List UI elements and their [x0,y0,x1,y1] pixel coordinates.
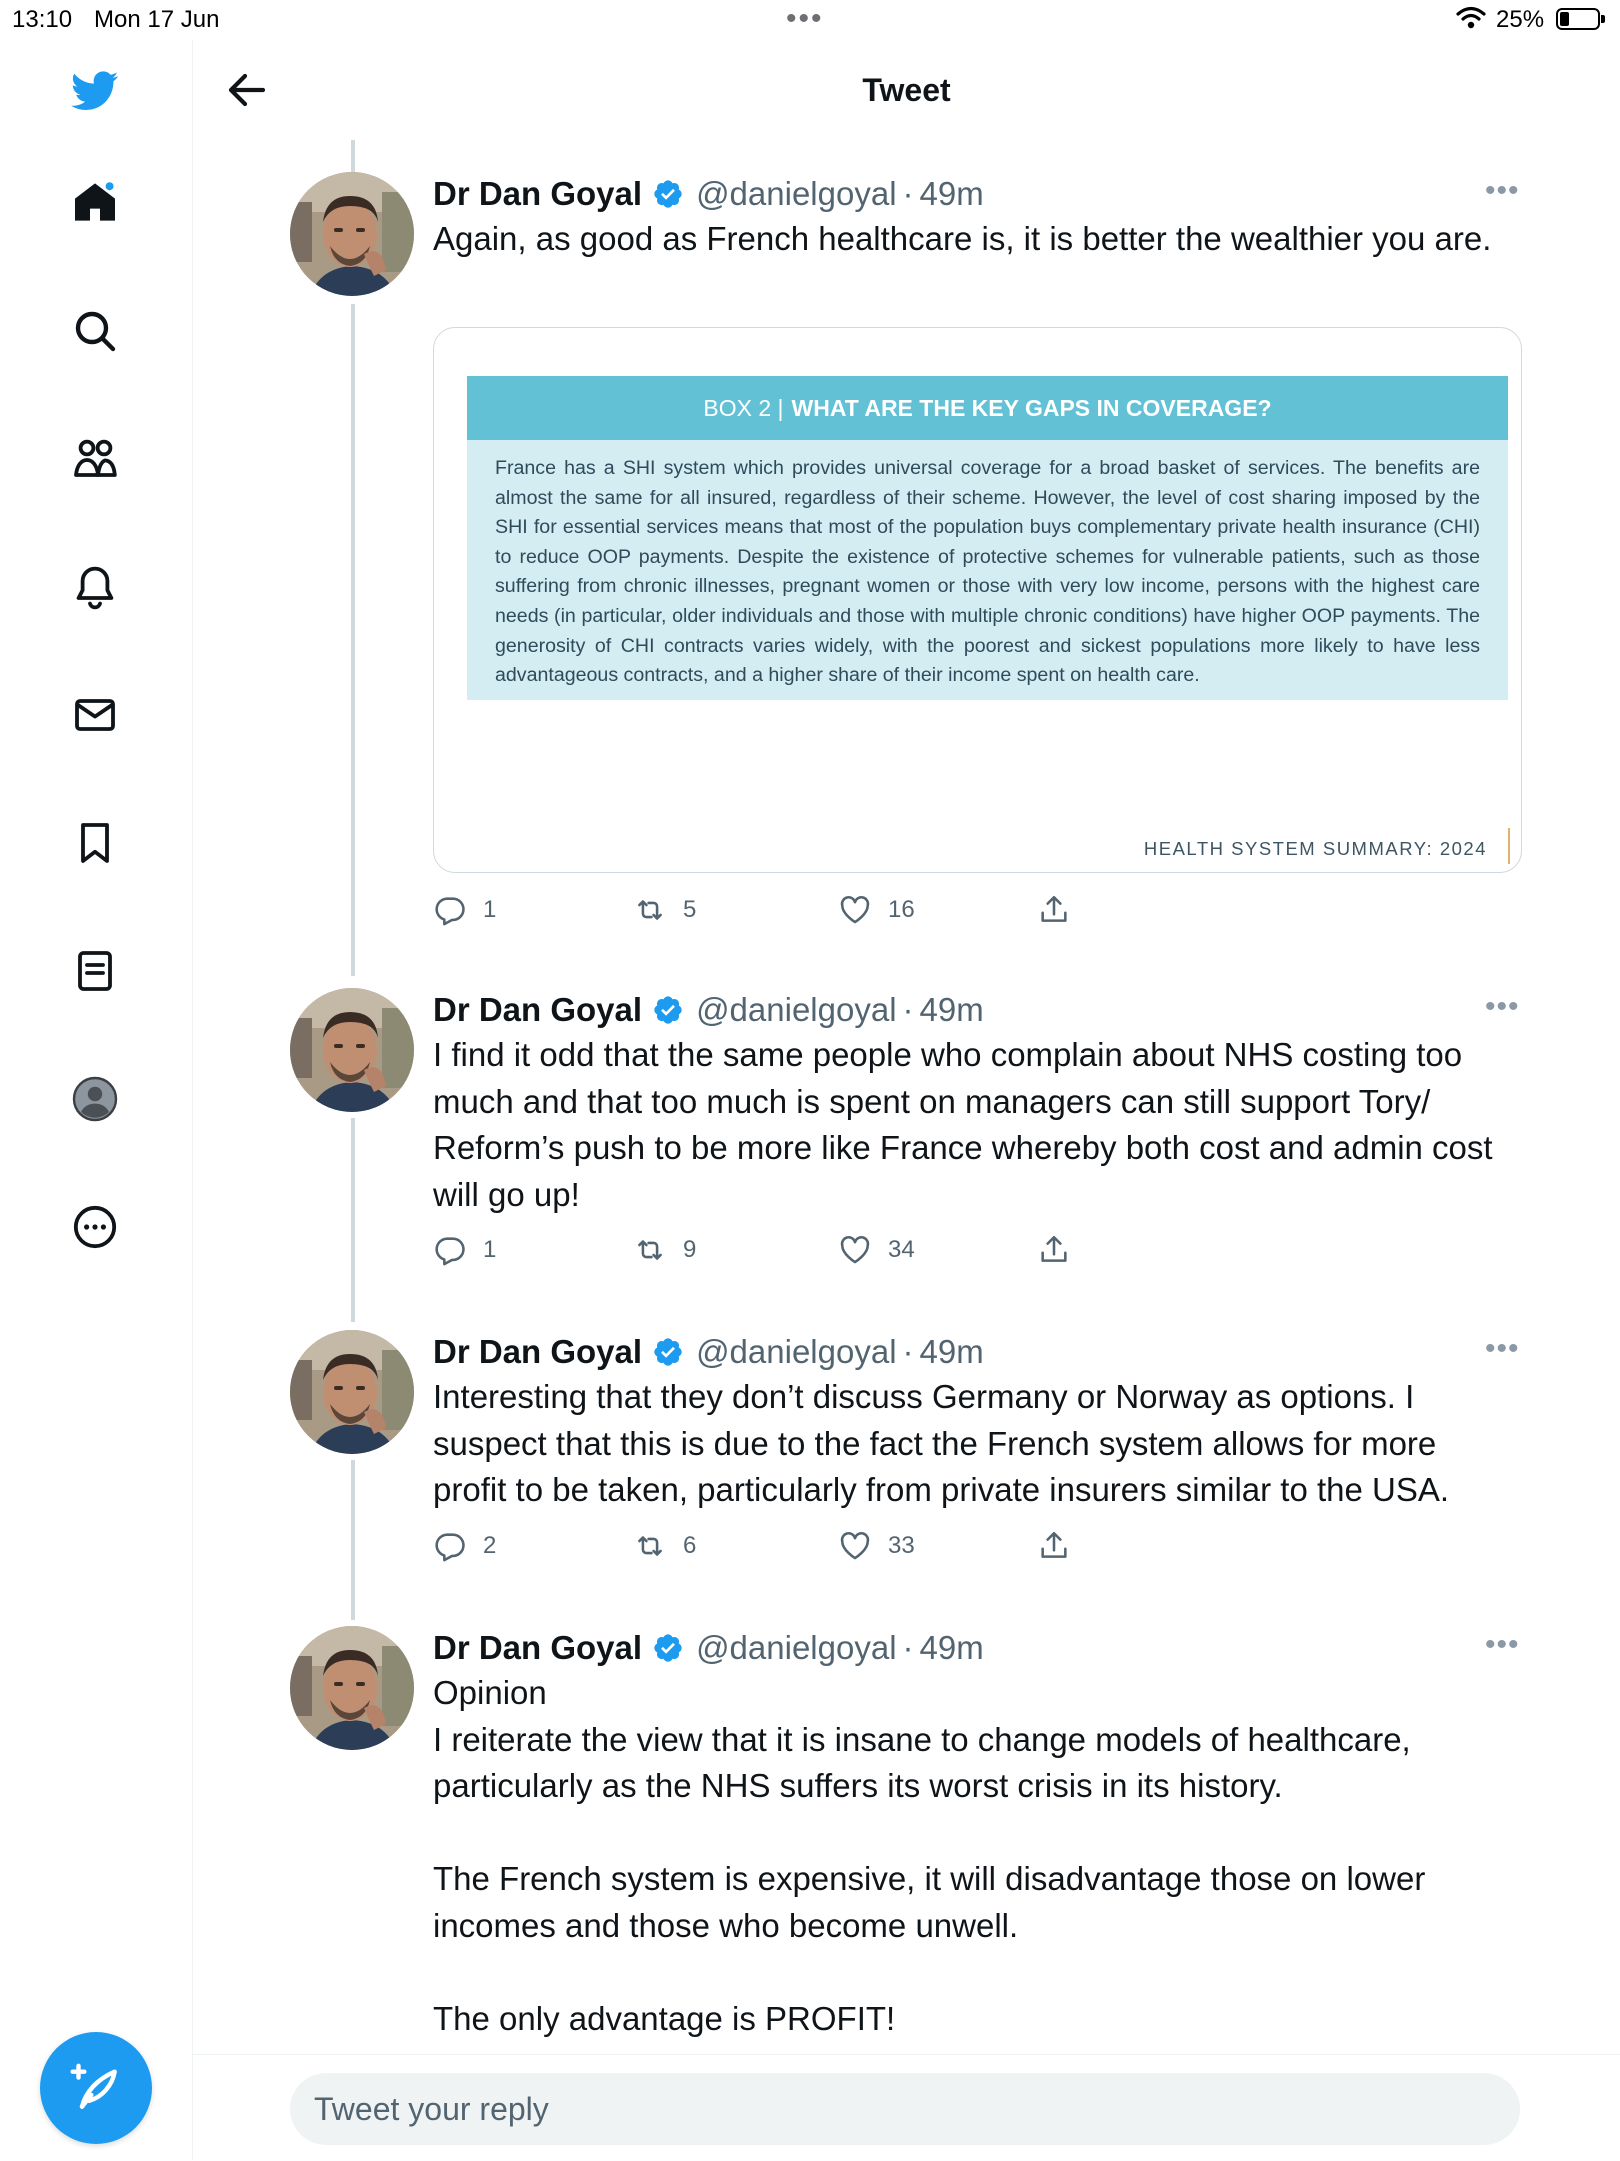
thread-line [351,1118,355,1322]
box-header [467,376,1508,440]
reply-button[interactable] [433,1230,496,1270]
like-button[interactable] [838,1230,915,1270]
retweet-count: 5 [683,896,697,923]
author-handle[interactable]: @danielgoyal [696,175,897,212]
tweet-time[interactable]: 49m [919,1629,984,1666]
multitasking-dots-icon[interactable]: ••• [786,2,824,35]
tweet-text: I find it odd that the same people who complain about NHS costing too much and that too much is spent on managers can still support Tory/ Reform’s push to be more like France whereby both cost and admin cost will go up! [433,1036,1493,1213]
share-button[interactable] [1037,1526,1087,1566]
thread-line [351,304,355,976]
more-options-icon[interactable]: ••• [1485,990,1520,1023]
tweet-text: Again, as good as French healthcare is, it is better the wealthier you are. [433,220,1492,257]
reply-icon [433,1529,467,1563]
reply-count: 2 [483,1532,497,1559]
tweet-time[interactable]: 49m [919,991,984,1028]
verified-badge-icon [652,994,684,1026]
reply-count: 1 [483,896,497,923]
retweet-button[interactable] [633,1230,696,1270]
compose-feather-icon [68,2060,124,2116]
more-options-icon[interactable]: ••• [1485,174,1520,207]
share-icon [1037,893,1071,927]
reply-count: 1 [483,1236,497,1263]
box-body-text: France has a SHI system which provides universal coverage for a broad basket of services. The benefits are almost the same for all insured, regardless of their scheme. However, the level of cost sharing imposed by the SHI for essential services means that most of the population buys complementary private health insurance (CHI) to reduce OOP payments. Despite the existence of protective schemes for vulnerable patients, such as those suffering from chronic illnesses, pregnant women or those with very low income, persons with the highest care needs (in particular, older individuals and those with multiple chronic conditions) have higher OOP payments. The generosity of CHI contracts varies widely, with the poorest and sickest populations more likely to have less advantageous contracts, and a higher share of their income spent on health care. [467,440,1508,700]
more-icon[interactable] [66,1198,124,1256]
like-icon [838,1529,872,1563]
sidebar-nav [0,40,193,2160]
tweet-actions [433,1230,1133,1270]
bookmark-icon[interactable] [66,814,124,872]
more-options-icon[interactable]: ••• [1485,1628,1520,1661]
like-icon [838,893,872,927]
author-name[interactable]: Dr Dan Goyal [433,991,643,1028]
tweet-meta [433,1332,984,1372]
status-bar [0,0,1620,40]
author-name[interactable]: Dr Dan Goyal [433,1629,643,1666]
footer-accent-bar [1508,828,1510,864]
like-count: 34 [888,1236,915,1263]
reply-icon [433,1233,467,1267]
meta-separator: · [902,175,914,212]
author-name[interactable]: Dr Dan Goyal [433,1333,643,1370]
wifi-icon [1456,6,1486,30]
author-avatar[interactable] [290,988,414,1112]
like-button[interactable] [838,1526,915,1566]
meta-separator: · [902,1333,914,1370]
mail-icon[interactable] [66,686,124,744]
retweet-icon [633,893,667,927]
thread-line [351,1460,355,1620]
like-button[interactable] [838,890,915,930]
author-avatar[interactable] [290,172,414,296]
like-count: 33 [888,1532,915,1559]
battery-percentage: 25% [1496,6,1545,33]
box-footer: HEALTH SYSTEM SUMMARY: 2024 [1143,838,1487,859]
home-icon[interactable] [66,174,124,232]
author-handle[interactable]: @danielgoyal [696,1629,897,1666]
meta-separator: · [902,991,914,1028]
more-options-icon[interactable]: ••• [1485,1332,1520,1365]
communities-icon[interactable] [66,430,124,488]
share-icon [1037,1233,1071,1267]
author-name[interactable]: Dr Dan Goyal [433,175,643,212]
tweet-meta [433,174,984,214]
verified-badge-icon [652,178,684,210]
reply-icon [433,893,467,927]
reply-button[interactable] [433,1526,496,1566]
bell-icon[interactable] [66,558,124,616]
box-title: WHAT ARE THE KEY GAPS IN COVERAGE? [791,394,1272,421]
tweet-header [193,40,1620,140]
tweet-media-image[interactable] [433,327,1522,873]
search-icon[interactable] [66,302,124,360]
reply-button[interactable] [433,890,496,930]
author-avatar[interactable] [290,1330,414,1454]
tweet-actions [433,890,1133,930]
tweet-meta [433,1628,984,1668]
profile-avatar-icon[interactable] [66,1070,124,1128]
retweet-count: 9 [683,1236,697,1263]
status-date: Mon 17 Jun [94,6,220,33]
author-avatar[interactable] [290,1626,414,1750]
tweet-time[interactable]: 49m [919,1333,984,1370]
box-label: BOX 2 | [703,394,784,421]
share-button[interactable] [1037,890,1087,930]
author-handle[interactable]: @danielgoyal [696,1333,897,1370]
tweet-actions [433,1526,1133,1566]
tweet-text: Opinion I reiterate the view that it is insane to change models of healthcare, particularly as the NHS suffers its worst crisis in its history. The French system is expensive, it will disadvantage those on lower incomes and those who become unwell. The only advantage is PROFIT! [433,1674,1426,2037]
tweet-time[interactable]: 49m [919,175,984,212]
share-button[interactable] [1037,1230,1087,1270]
retweet-button[interactable] [633,890,696,930]
lists-icon[interactable] [66,942,124,1000]
tweet-text: Interesting that they don’t discuss Germany or Norway as options. I suspect that this is due to the fact the French system allows for more profit to be taken, particularly from private insurers similar to the USA. [433,1378,1450,1508]
retweet-icon [633,1529,667,1563]
twitter-logo-icon[interactable] [66,62,124,120]
battery-icon [1556,8,1600,30]
verified-badge-icon [652,1632,684,1664]
like-count: 16 [888,896,915,923]
status-time: 13:10 [12,6,73,33]
reply-bar [193,2054,1620,2161]
retweet-icon [633,1233,667,1267]
author-handle[interactable]: @danielgoyal [696,991,897,1028]
tweet-meta [433,990,984,1030]
compose-tweet-button[interactable] [40,2032,152,2144]
share-icon [1037,1529,1071,1563]
reply-input[interactable] [290,2073,1520,2145]
thread-line [351,140,355,172]
page-title: Tweet [862,72,951,108]
retweet-count: 6 [683,1532,697,1559]
like-icon [838,1233,872,1267]
verified-badge-icon [652,1336,684,1368]
retweet-button[interactable] [633,1526,696,1566]
meta-separator: · [902,1629,914,1666]
